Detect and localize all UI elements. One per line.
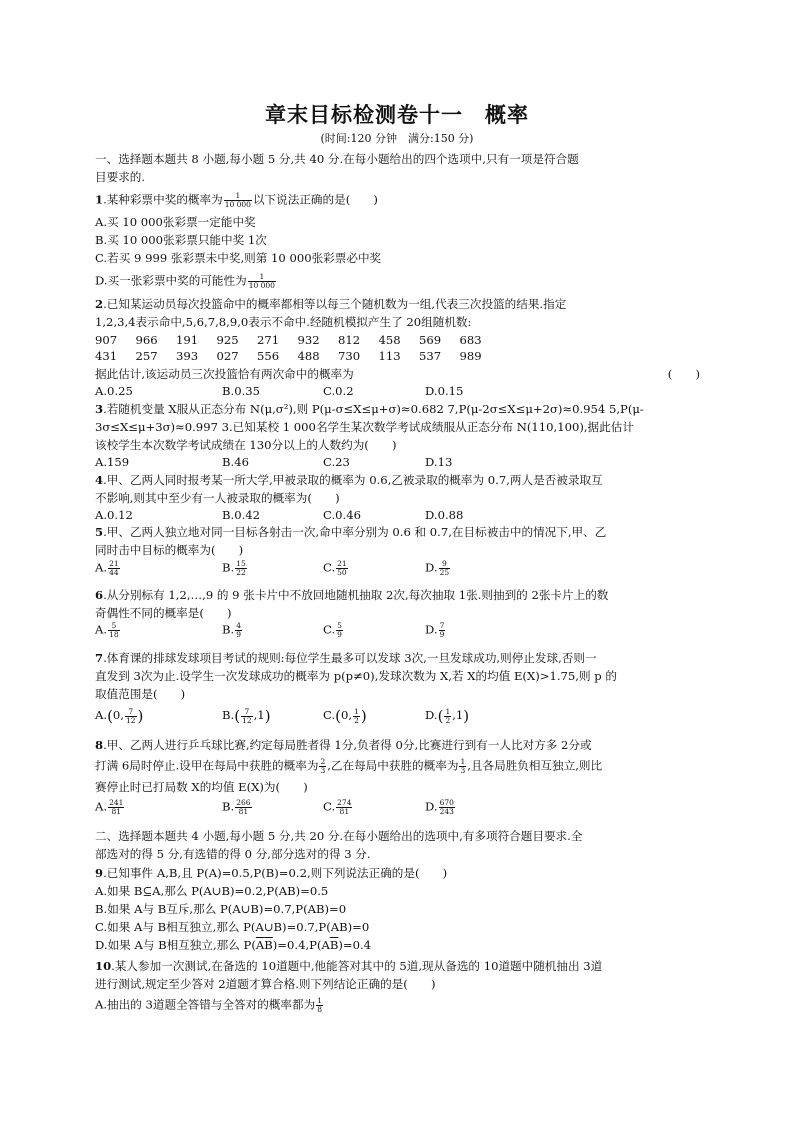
option-c: C.如果 A与 B相互独立,那么 P(A∪B)=0.7,P(AB)=0 bbox=[95, 920, 370, 934]
random-numbers-row-2: 431 257 393 027 556 488 730 113 537 989 bbox=[95, 349, 482, 363]
option-c: C.若买 9 999 张彩票未中奖,则第 10 000张彩票必中奖 bbox=[95, 251, 382, 265]
option-a: A.如果 B⊆A,那么 P(A∪B)=0.2,P(AB)=0.5 bbox=[95, 884, 329, 898]
option-c: C.0.2 bbox=[323, 384, 354, 398]
option-c: C.0.46 bbox=[323, 508, 361, 522]
option-a: A. $\frac{21}{44}$ bbox=[95, 559, 119, 577]
question-9 bbox=[95, 866, 447, 880]
page-title: 章末目标检测卷十一 概率 bbox=[265, 103, 529, 127]
question-4 bbox=[95, 473, 603, 487]
question-8-cont2: 赛停止时已打局数 X的均值 E(X)为( ) bbox=[95, 780, 308, 794]
option-b: B. $\frac{15}{22}$ bbox=[222, 559, 246, 577]
question-text: .体育课的排球发球项目考试的规则:每位学生最多可以发球 3次,一旦发球成功,则停止发球,否则一 bbox=[103, 651, 597, 665]
question-number: 8 bbox=[95, 738, 104, 752]
option-a: A.抽出的 3道题全答错与全答对的概率都为 $\frac{1}{8}$ bbox=[95, 996, 322, 1014]
question-7-cont: 直发到 3次为止.设学生一次发球成功的概率为 p(p≠0),发球次数为 X,若 X的均值 E(X)>1.75,则 p 的 bbox=[95, 669, 617, 683]
option-b: B.买 10 000张彩票只能中奖 1次 bbox=[95, 233, 267, 247]
option-d: D.如果 A与 B相互独立,那么 $P(\overline{A}\overline{B})=0.4,P(A\overline{B})=0.4$ bbox=[95, 938, 372, 952]
random-numbers-row-1: 907 966 191 925 271 932 812 458 569 683 bbox=[95, 333, 482, 347]
option-d: D. $\frac{9}{25}$ bbox=[425, 559, 450, 577]
question-text: .若随机变量 X服从正态分布 N(μ,σ²),则 P(μ-σ≤X≤μ+σ)≈0.682 7,P(μ-2σ≤X≤μ+2σ)≈0.954 5,P(μ- bbox=[103, 402, 644, 416]
option-b: B.46 bbox=[222, 455, 249, 469]
option-a: A.(0, $\frac{7}{12}$ ) bbox=[95, 706, 144, 725]
option-c: C. $\frac{274}{81}$ bbox=[323, 798, 352, 816]
section2-heading: 二、选择题本题共 4 小题,每小题 5 分,共 20 分.在每小题给出的选项中,有多项符合题目要求.全 bbox=[95, 829, 583, 843]
option-b: B. $\frac{266}{81}$ bbox=[222, 798, 251, 816]
question-7 bbox=[95, 651, 597, 665]
option-b: B.0.35 bbox=[222, 384, 261, 398]
option-a: A.159 bbox=[95, 455, 130, 469]
option-a: A. $\frac{5}{18}$ bbox=[95, 621, 119, 639]
option-d: D.0.15 bbox=[425, 384, 464, 398]
question-6-cont: 奇偶性不同的概率是( ) bbox=[95, 606, 232, 620]
question-text-cont: 以下说法正确的是( ) bbox=[252, 192, 378, 207]
question-number: 2 bbox=[95, 297, 104, 311]
question-number: 5 bbox=[95, 525, 104, 539]
question-text: .已知某运动员每次投篮命中的概率都相等以每三个随机数为一组,代表三次投篮的结果.指定 bbox=[103, 297, 567, 311]
option-b: B.0.42 bbox=[222, 508, 261, 522]
question-number: 1 bbox=[95, 192, 104, 207]
question-5 bbox=[95, 525, 606, 539]
question-4-cont: 不影响,则其中至少有一人被录取的概率为( ) bbox=[95, 491, 340, 505]
fraction: $\frac{1}{10 000}$ bbox=[224, 191, 251, 209]
option-d: D. $\frac{7}{9}$ bbox=[425, 621, 445, 639]
question-2 bbox=[95, 297, 566, 311]
option-d: D.0.88 bbox=[425, 508, 464, 522]
question-text: .某人参加一次测试,在备选的 10道题中,他能答对其中的 5道,现从备选的 10道题中随机抽出 3道 bbox=[111, 959, 603, 973]
question-number: 6 bbox=[95, 588, 104, 602]
option-d: D.买一张彩票中奖的可能性为 $\frac{1}{10 000}$ bbox=[95, 272, 275, 290]
option-d: D.( $\frac{1}{2}$ ,1) bbox=[425, 706, 470, 725]
question-text: .甲、乙两人独立地对同一目标各射击一次,命中率分别为 0.6 和 0.7,在目标被击中的情况下,甲、乙 bbox=[103, 525, 607, 539]
question-number: 7 bbox=[95, 651, 104, 665]
option-d: D. $\frac{670}{243}$ bbox=[425, 798, 454, 816]
option-c: C.(0, $\frac{1}{2}$ ) bbox=[323, 706, 367, 725]
option-c: C. $\frac{5}{9}$ bbox=[323, 621, 342, 639]
question-10-cont: 进行测试,规定至少答对 2道题才算合格.则下列结论正确的是( ) bbox=[95, 977, 436, 991]
question-text: .从分别标有 1,2,…,9 的 9 张卡片中不放回地随机抽取 2次,每次抽取 1张.则抽到的 2张卡片上的数 bbox=[103, 588, 609, 602]
question-number: 9 bbox=[95, 866, 104, 880]
fraction: $\frac{1}{10 000}$ bbox=[248, 272, 275, 290]
option-c: C. $\frac{21}{50}$ bbox=[323, 559, 347, 577]
question-8-cont: 打满 6局时停止.设甲在每局中获胜的概率为 $\frac{2}{3}$ ,乙在每局中获胜的概率为 $\frac{1}{3}$ ,且各局胜负相互独立,则比 bbox=[95, 757, 603, 775]
question-1 bbox=[95, 192, 378, 209]
option-a: A.0.12 bbox=[95, 508, 133, 522]
question-5-cont: 同时击中目标的概率为( ) bbox=[95, 543, 244, 557]
question-2-cont2: 据此估计,该运动员三次投篮恰有两次命中的概率为 ( ) bbox=[95, 367, 700, 381]
question-text: .甲、乙两人同时报考某一所大学,甲被录取的概率为 0.6,乙被录取的概率为 0.7,两人是否被录取互 bbox=[103, 473, 603, 487]
option-a: A. $\frac{241}{81}$ bbox=[95, 798, 124, 816]
option-a: A.0.25 bbox=[95, 384, 133, 398]
question-number: 3 bbox=[95, 402, 104, 416]
question-number: 10 bbox=[95, 959, 112, 973]
question-text: .已知事件 A,B,且 P(A)=0.5,P(B)=0.2,则下列说法正确的是( ) bbox=[103, 866, 448, 880]
question-3-cont: 3σ≤X≤μ+3σ)≈0.997 3.已知某校 1 000名学生某次数学考试成绩服从正态分布 N(110,100),据此估计 bbox=[95, 420, 634, 434]
option-a: A.买 10 000张彩票一定能中奖 bbox=[95, 215, 256, 229]
option-b: B.如果 A与 B互斥,那么 P(A∪B)=0.7,P(AB)=0 bbox=[95, 902, 347, 916]
option-b: B.( $\frac{7}{12}$ ,1) bbox=[222, 706, 271, 725]
section2-heading-cont: 部选对的得 5 分,有选错的得 0 分,部分选对的得 3 分. bbox=[95, 847, 371, 861]
section1-heading: 一、选择题本题共 8 小题,每小题 5 分,共 40 分.在每小题给出的四个选项中,只有一项是符合题 bbox=[95, 152, 579, 166]
option-b: B. $\frac{4}{9}$ bbox=[222, 621, 241, 639]
question-text: .甲、乙两人进行乒乓球比赛,约定每局胜者得 1分,负者得 0分,比赛进行到有一人比对方多 2分或 bbox=[103, 738, 592, 752]
section1-heading-cont: 目要求的. bbox=[95, 170, 146, 184]
option-c: C.23 bbox=[323, 455, 350, 469]
question-6 bbox=[95, 588, 608, 602]
question-7-cont2: 取值范围是( ) bbox=[95, 687, 186, 701]
question-text: .某种彩票中奖的概率为 bbox=[103, 192, 223, 207]
answer-paren: ( ) bbox=[667, 367, 700, 381]
option-d: D.13 bbox=[425, 455, 453, 469]
question-number: 4 bbox=[95, 473, 104, 487]
question-3 bbox=[95, 402, 644, 416]
question-10 bbox=[95, 959, 602, 973]
question-8 bbox=[95, 738, 592, 752]
question-2-cont: 1,2,3,4表示命中,5,6,7,8,9,0表示不命中.经随机模拟产生了 20组随机数: bbox=[95, 315, 472, 329]
question-3-cont2: 该校学生本次数学考试成绩在 130分以上的人数约为( ) bbox=[95, 438, 397, 452]
page-subtitle: (时间:120 分钟 满分:150 分) bbox=[320, 132, 474, 145]
